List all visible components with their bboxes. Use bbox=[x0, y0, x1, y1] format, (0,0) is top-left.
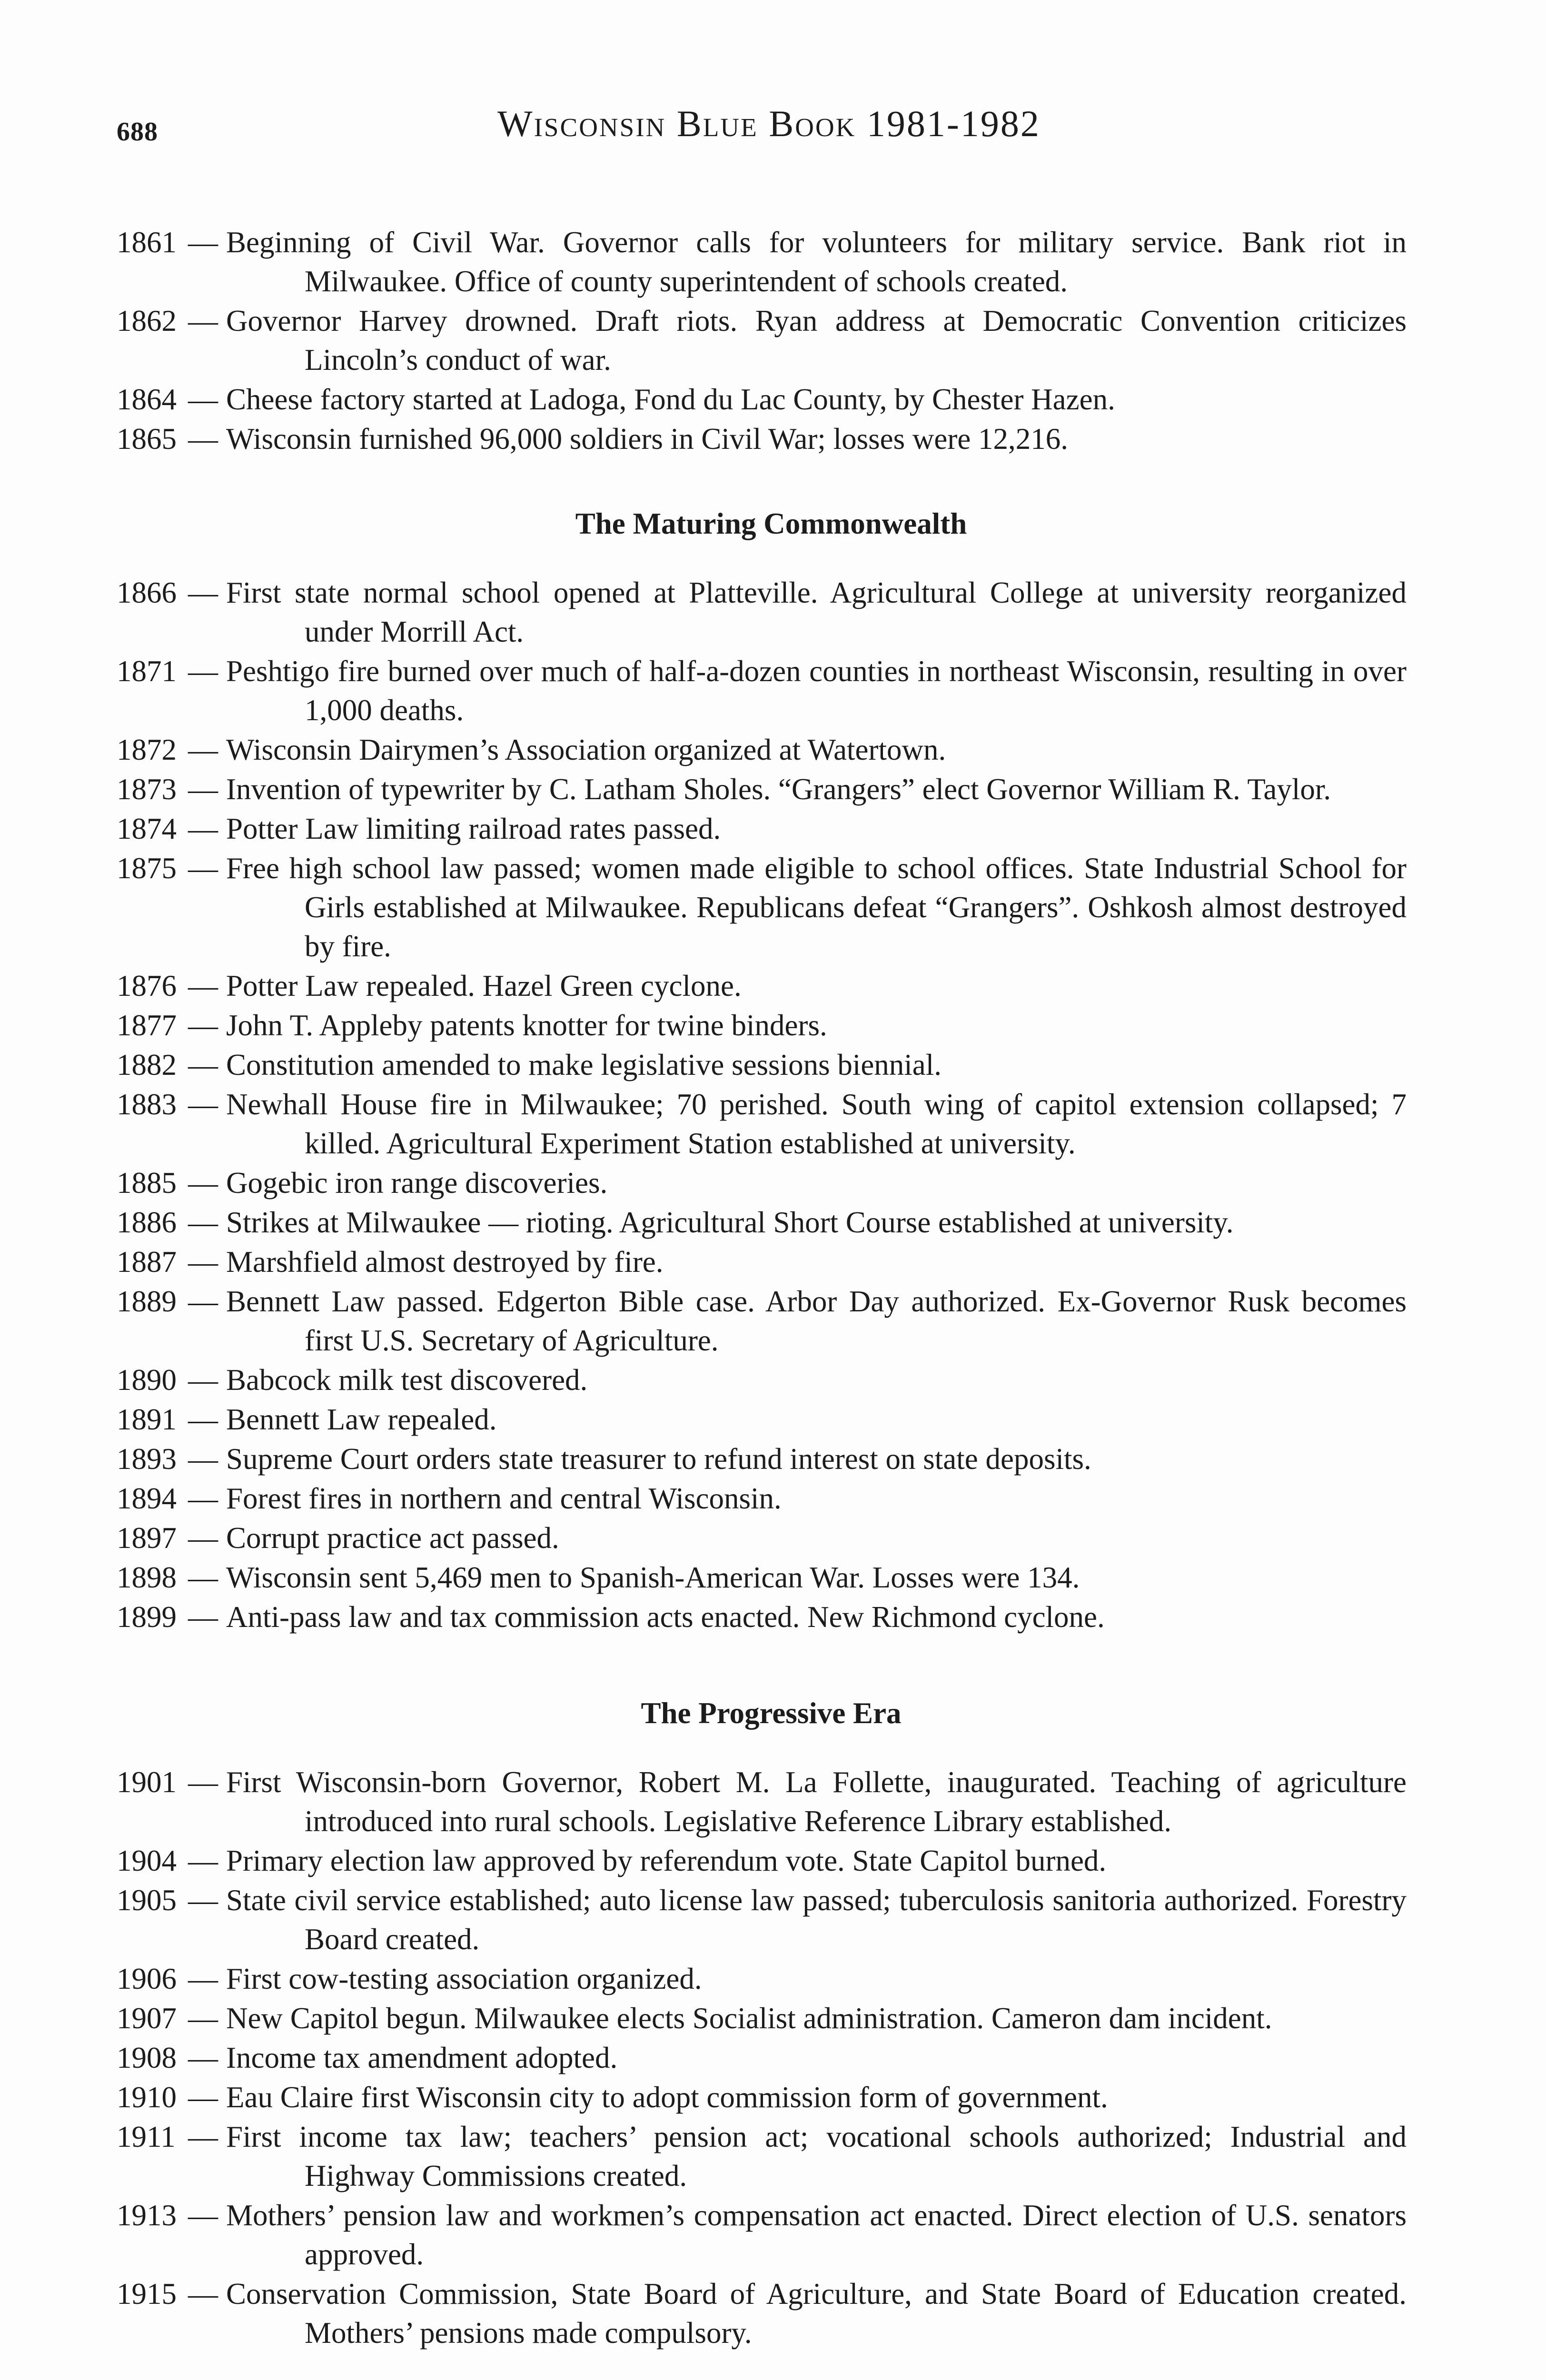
chronology-entry bbox=[117, 652, 1407, 730]
entry-year: 1913 bbox=[117, 2199, 177, 2232]
entry-text: Cheese factory started at Ladoga, Fond du Lac County, by Chester Hazen. bbox=[226, 383, 1115, 416]
entry-dash: — bbox=[188, 2002, 218, 2035]
entry-year: 1886 bbox=[117, 1206, 177, 1239]
entry-dash: — bbox=[188, 383, 218, 416]
entry-text: Income tax amendment adopted. bbox=[226, 2041, 618, 2074]
entry-text: First income tax law; teachers’ pension act; vocational schools authorized; Industrial and Highway Commissions created. bbox=[226, 2120, 1407, 2192]
chronology-entry bbox=[117, 1400, 1407, 1439]
entry-year: 1908 bbox=[117, 2041, 177, 2074]
entry-year: 1890 bbox=[117, 1363, 177, 1397]
chronology-entry bbox=[117, 1558, 1407, 1597]
chronology-entry bbox=[117, 1841, 1407, 1880]
chronology-entry bbox=[117, 730, 1407, 769]
entry-text: Bennett Law repealed. bbox=[226, 1403, 497, 1436]
entry-year: 1883 bbox=[117, 1088, 177, 1121]
entry-text: Anti-pass law and tax commission acts enacted. New Richmond cyclone. bbox=[226, 1600, 1105, 1634]
entry-dash: — bbox=[188, 1844, 218, 1877]
chronology-entry bbox=[117, 1479, 1407, 1518]
entry-dash: — bbox=[188, 1285, 218, 1318]
entry-year: 1877 bbox=[117, 1009, 177, 1042]
chronology-entry bbox=[117, 1439, 1407, 1478]
entry-year: 1904 bbox=[117, 1844, 177, 1877]
entry-year: 1907 bbox=[117, 2002, 177, 2035]
entry-year: 1865 bbox=[117, 422, 177, 456]
entry-year: 1871 bbox=[117, 654, 177, 688]
entry-year: 1911 bbox=[117, 2120, 176, 2153]
entry-year: 1861 bbox=[117, 226, 177, 259]
entry-text: State civil service established; auto license law passed; tuberculosis sanitoria authorized. Forestry Board created. bbox=[226, 1884, 1407, 1956]
section-maturing-commonwealth bbox=[117, 504, 1407, 1636]
entry-year: 1885 bbox=[117, 1166, 177, 1200]
entry-year: 1887 bbox=[117, 1245, 177, 1279]
entry-dash: — bbox=[188, 654, 218, 688]
entry-year: 1906 bbox=[117, 1962, 177, 1995]
entry-year: 1899 bbox=[117, 1600, 177, 1634]
chronology-entry bbox=[117, 2196, 1407, 2274]
entry-dash: — bbox=[188, 852, 218, 885]
entry-text: Free high school law passed; women made eligible to school offices. State Industrial School for Girls established at Milwaukee. Republicans defeat “Grangers”. Oshkosh almost destroyed by fire. bbox=[226, 852, 1407, 963]
entry-text: Gogebic iron range discoveries. bbox=[226, 1166, 608, 1200]
intro-entries bbox=[117, 223, 1407, 458]
entry-dash: — bbox=[188, 1245, 218, 1279]
entry-dash: — bbox=[188, 1521, 218, 1555]
entry-text: New Capitol begun. Milwaukee elects Socialist administration. Cameron dam incident. bbox=[226, 2002, 1272, 2035]
chronology-entry bbox=[117, 809, 1407, 848]
entry-text: Supreme Court orders state treasurer to refund interest on state deposits. bbox=[226, 1442, 1091, 1476]
chronology-entry bbox=[117, 1045, 1407, 1084]
chronology-entry bbox=[117, 1282, 1407, 1360]
entry-dash: — bbox=[188, 1048, 218, 1081]
entry-year: 1894 bbox=[117, 1482, 177, 1515]
entry-dash: — bbox=[188, 1442, 218, 1476]
entry-text: Peshtigo fire burned over much of half-a-dozen counties in northeast Wisconsin, resulting in over 1,000 deaths. bbox=[226, 654, 1407, 727]
entry-dash: — bbox=[188, 773, 218, 806]
entry-year: 1874 bbox=[117, 812, 177, 845]
section-progressive-era bbox=[117, 1694, 1407, 2352]
entry-year: 1901 bbox=[117, 1765, 177, 1799]
entry-year: 1864 bbox=[117, 383, 177, 416]
entry-text: Invention of typewriter by C. Latham Sholes. “Grangers” elect Governor William R. Taylor. bbox=[226, 773, 1331, 806]
entry-text: Primary election law approved by referendum vote. State Capitol burned. bbox=[226, 1844, 1107, 1877]
chronology-entry bbox=[117, 1763, 1407, 1841]
entry-text: First cow-testing association organized. bbox=[226, 1962, 702, 1995]
entry-text: Newhall House fire in Milwaukee; 70 perished. South wing of capitol extension collapsed; 7 killed. Agricultural Experiment Station established at university. bbox=[226, 1088, 1407, 1160]
entry-text: Conservation Commission, State Board of Agriculture, and State Board of Education created. Mothers’ pensions made compulsory. bbox=[226, 2277, 1407, 2350]
chronology-entry bbox=[117, 1881, 1407, 1959]
entry-text: Potter Law repealed. Hazel Green cyclone. bbox=[226, 969, 742, 1002]
entry-year: 1891 bbox=[117, 1403, 177, 1436]
entry-text: First state normal school opened at Platteville. Agricultural College at university reorganized under Morrill Act. bbox=[226, 576, 1407, 648]
page-number: 688 bbox=[117, 117, 158, 147]
entry-text: Eau Claire first Wisconsin city to adopt commission form of government. bbox=[226, 2081, 1108, 2114]
chronology-entry bbox=[117, 1242, 1407, 1281]
entry-dash: — bbox=[188, 969, 218, 1002]
entry-dash: — bbox=[188, 1009, 218, 1042]
entry-text: First Wisconsin-born Governor, Robert M. La Follette, inaugurated. Teaching of agriculture introduced into rural schools. Legislative Reference Library established. bbox=[226, 1765, 1407, 1838]
entry-year: 1862 bbox=[117, 304, 177, 337]
chronology-entry bbox=[117, 1006, 1407, 1045]
chronology-entry bbox=[117, 1518, 1407, 1557]
entry-text: Babcock milk test discovered. bbox=[226, 1363, 588, 1397]
entry-dash: — bbox=[188, 733, 218, 766]
entry-text: Wisconsin sent 5,469 men to Spanish-American War. Losses were 134. bbox=[226, 1561, 1080, 1594]
chronology-content bbox=[117, 193, 1407, 2352]
entry-year: 1889 bbox=[117, 1285, 177, 1318]
chronology-entry bbox=[117, 1360, 1407, 1399]
entry-text: Constitution amended to make legislative sessions biennial. bbox=[226, 1048, 942, 1081]
running-title: Wisconsin Blue Book 1981-1982 bbox=[497, 103, 1041, 144]
entry-dash: — bbox=[188, 1482, 218, 1515]
chronology-entry bbox=[117, 966, 1407, 1005]
entry-dash: — bbox=[188, 1088, 218, 1121]
entry-year: 1910 bbox=[117, 2081, 177, 2114]
entry-dash: — bbox=[188, 304, 218, 337]
chronology-entry bbox=[117, 573, 1407, 651]
chronology-entry bbox=[117, 1163, 1407, 1202]
entry-dash: — bbox=[188, 422, 218, 456]
chronology-entry bbox=[117, 770, 1407, 809]
entry-text: Beginning of Civil War. Governor calls for volunteers for military service. Bank riot in Milwaukee. Office of county superintendent of schools created. bbox=[226, 226, 1407, 298]
entry-dash: — bbox=[188, 1206, 218, 1239]
chronology-entry bbox=[117, 1085, 1407, 1163]
entry-year: 1873 bbox=[117, 773, 177, 806]
entry-year: 1893 bbox=[117, 1442, 177, 1476]
chronology-entry bbox=[117, 223, 1407, 301]
entry-dash: — bbox=[188, 1765, 218, 1799]
entry-year: 1882 bbox=[117, 1048, 177, 1081]
entry-dash: — bbox=[188, 1561, 218, 1594]
chronology-entry bbox=[117, 2038, 1407, 2077]
entry-dash: — bbox=[188, 2120, 218, 2153]
entry-dash: — bbox=[188, 1884, 218, 1917]
entry-dash: — bbox=[188, 576, 218, 609]
page-header bbox=[117, 102, 1402, 155]
chronology-entry bbox=[117, 849, 1407, 966]
entry-text: Mothers’ pension law and workmen’s compensation act enacted. Direct election of U.S. senators approved. bbox=[226, 2199, 1407, 2271]
entry-text: Forest fires in northern and central Wisconsin. bbox=[226, 1482, 782, 1515]
chronology-entry bbox=[117, 1203, 1407, 1242]
entry-text: Bennett Law passed. Edgerton Bible case. Arbor Day authorized. Ex-Governor Rusk becomes first U.S. Secretary of Agriculture. bbox=[226, 1285, 1407, 1357]
entry-dash: — bbox=[188, 1600, 218, 1634]
entry-dash: — bbox=[188, 1363, 218, 1397]
entry-dash: — bbox=[188, 2081, 218, 2114]
entry-year: 1915 bbox=[117, 2277, 177, 2311]
entry-year: 1897 bbox=[117, 1521, 177, 1555]
entry-year: 1872 bbox=[117, 733, 177, 766]
chronology-entry bbox=[117, 2274, 1407, 2352]
entry-dash: — bbox=[188, 2199, 218, 2232]
chronology-entry bbox=[117, 1999, 1407, 2038]
chronology-entry bbox=[117, 419, 1407, 458]
entry-dash: — bbox=[188, 1403, 218, 1436]
chronology-entry bbox=[117, 1597, 1407, 1636]
entry-year: 1876 bbox=[117, 969, 177, 1002]
entry-dash: — bbox=[188, 2041, 218, 2074]
entry-text: Wisconsin Dairymen’s Association organized at Watertown. bbox=[226, 733, 946, 766]
entry-text: Potter Law limiting railroad rates passed. bbox=[226, 812, 721, 845]
entry-text: Governor Harvey drowned. Draft riots. Ryan address at Democratic Convention criticizes Lincoln’s conduct of war. bbox=[226, 304, 1407, 377]
entry-text: Corrupt practice act passed. bbox=[226, 1521, 559, 1555]
chronology-entry bbox=[117, 2078, 1407, 2117]
entry-year: 1898 bbox=[117, 1561, 177, 1594]
entry-text: Strikes at Milwaukee — rioting. Agricultural Short Course established at university. bbox=[226, 1206, 1234, 1239]
entry-year: 1905 bbox=[117, 1884, 177, 1917]
entry-dash: — bbox=[188, 1962, 218, 1995]
entry-dash: — bbox=[188, 812, 218, 845]
chronology-entry bbox=[117, 1959, 1407, 1998]
entry-text: Marshfield almost destroyed by fire. bbox=[226, 1245, 664, 1279]
chronology-entry bbox=[117, 2117, 1407, 2195]
chronology-entry bbox=[117, 301, 1407, 379]
chronology-entry bbox=[117, 380, 1407, 419]
entry-text: Wisconsin furnished 96,000 soldiers in Civil War; losses were 12,216. bbox=[226, 422, 1069, 456]
entry-dash: — bbox=[188, 1166, 218, 1200]
entry-text: John T. Appleby patents knotter for twine binders. bbox=[226, 1009, 827, 1042]
section-heading: The Progressive Era bbox=[641, 1696, 902, 1730]
entry-year: 1866 bbox=[117, 576, 177, 609]
entry-dash: — bbox=[188, 226, 218, 259]
section-heading: The Maturing Commonwealth bbox=[575, 507, 967, 540]
entry-dash: — bbox=[188, 2277, 218, 2311]
entry-year: 1875 bbox=[117, 852, 177, 885]
